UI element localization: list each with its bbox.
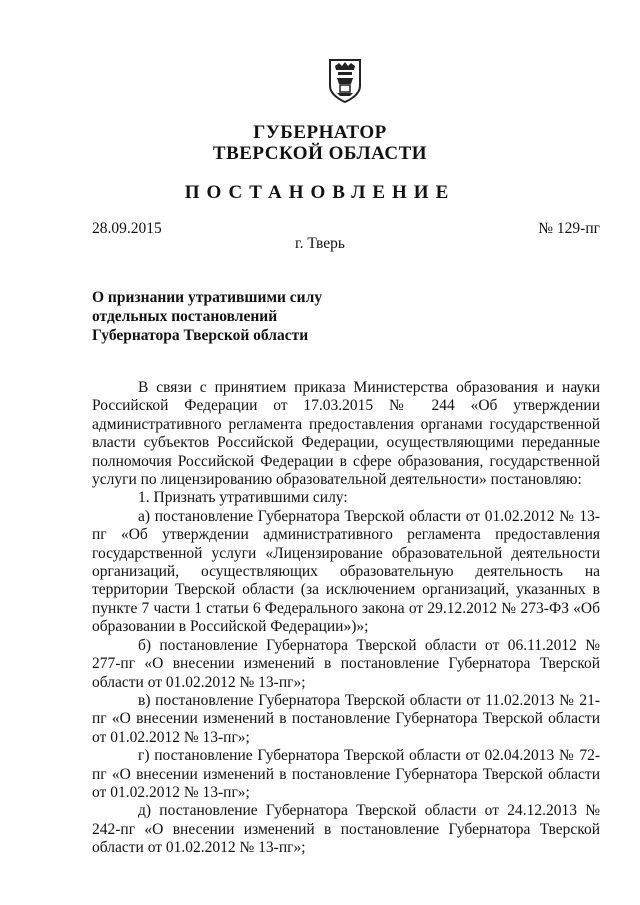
document-city: г. Тверь [295,235,345,252]
body-paragraph: 1. Признать утратившими силу: [138,489,348,507]
body-paragraph: а) постановление Губернатора Тверской области от 01.02.2012 № 13-пг «Об утверждении административного регламента предоставления государственной услуги «Лицензирование образовательной деятельности организаций, осуществляющих образовательную деятельность на территории Тверской области (за исключением организаций, указанных в пункте 7 части 1 статьи 6 Федерального закона от 29.12.2012 № 273-ФЗ «Об образовании в Российской Федерации»)»; [92,507,600,636]
document-body [92,379,600,858]
document-date: 28.09.2015 [92,220,162,237]
subject-line: отдельных постановлений [92,308,278,325]
issuer-region: ТВЕРСКОЙ ОБЛАСТИ [212,143,428,164]
issuer-title: ГУБЕРНАТОР [253,122,387,143]
body-paragraph: в) постановление Губернатора Тверской области от 11.02.2013 № 21-пг «О внесении изменений в постановление Губернатора Тверской области от 01.02.2012 № 13-пг»; [92,691,600,746]
body-paragraph: д) постановление Губернатора Тверской области от 24.12.2013 № 242-пг «О внесении изменений в постановление Губернатора Тверской области от 01.02.2012 № 13-пг»; [92,802,600,857]
subject-line: Губернатора Тверской области [92,327,309,344]
body-paragraph: г) постановление Губернатора Тверской области от 02.04.2013 № 72-пг «О внесении изменений в постановление Губернатора Тверской области от 01.02.2012 № 13-пг»; [92,747,600,801]
document-type: ПОСТАНОВЛЕНИЕ [184,182,456,203]
subject-line: О признании утратившими силу [92,289,323,306]
body-paragraph: б) постановление Губернатора Тверской области от 06.11.2012 № 277-пг «О внесении изменений в постановление Губернатора Тверской области от 01.02.2012 № 13-пг»; [92,636,600,691]
coat-of-arms-icon [327,56,363,104]
document-subject [92,288,392,345]
body-paragraph: В связи с принятием приказа Министерства образования и науки Российской Федерации от 17.03.2015 № 244 «Об утверждении административного регламента предоставления органами государственной власти субъектов Российской Федерации, осуществляющими переданные полномочия Российской Федерации в сфере образования, государственной услуги по лицензированию образовательной деятельности» постановляю: [92,379,600,489]
document-number: № 129-пг [538,220,600,237]
